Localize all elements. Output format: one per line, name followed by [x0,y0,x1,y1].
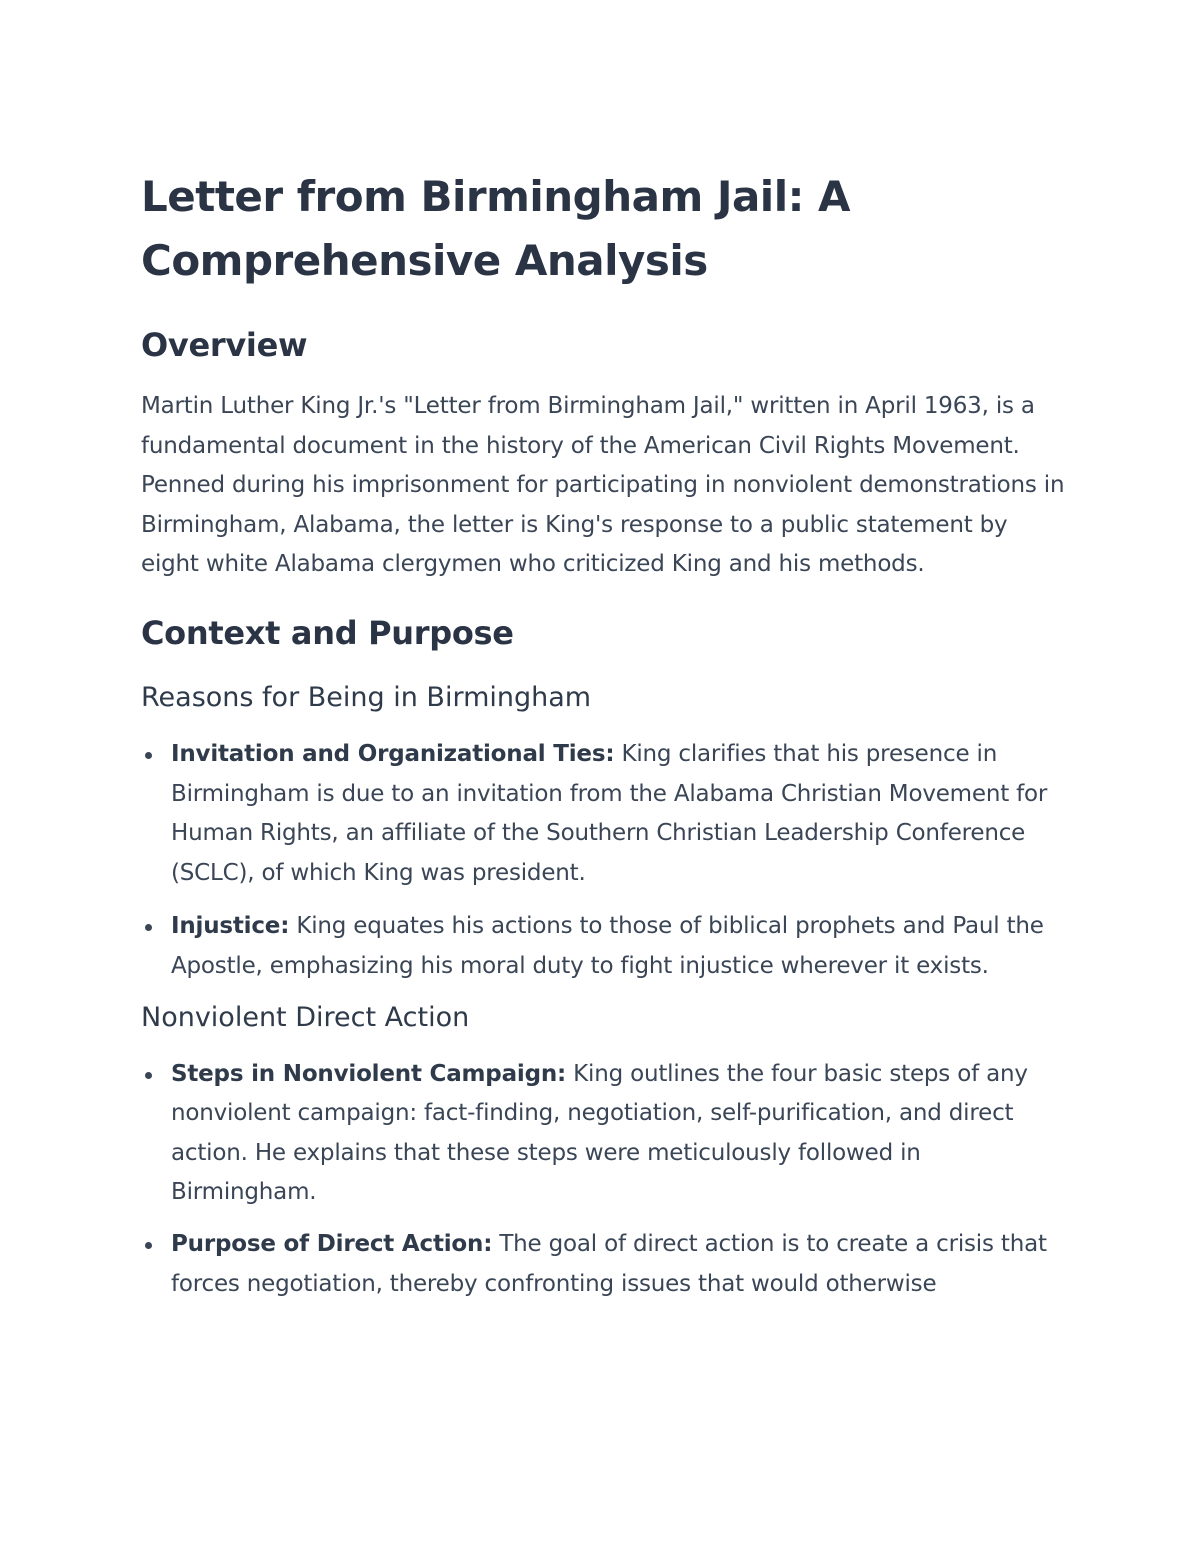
list-item-term: Steps in Nonviolent Campaign: [171,1060,567,1087]
nonviolent-list [141,1055,1071,1305]
document-title: Letter from Birmingham Jail: A Comprehensive Analysis [141,172,851,285]
list-item [141,735,1071,893]
list-item [141,907,1071,986]
list-item-text: King outlines the four basic steps of any nonviolent campaign: fact-finding, negotiation, self-purification, and direct action. He explains that these steps were meticulously followed in Birmingham. [171,1060,1028,1206]
list-item-text: King equates his actions to those of biblical prophets and Paul the Apostle, emphasizing his moral duty to fight injustice wherever it exists. [171,913,1044,979]
bullet-icon [145,1072,152,1079]
bullet-icon [145,1242,152,1249]
list-item-term: Invitation and Organizational Ties: [171,740,615,767]
overview-paragraph: Martin Luther King Jr.'s "Letter from Birmingham Jail," written in April 1963, is a fundamental document in the history of the American Civil Rights Movement. Penned during his imprisonment for participating in nonviolent demonstrations in Birmingham, Alabama, the letter is King's response to a public statement by eight white Alabama clergymen who criticized King and his methods. [141,393,1065,578]
list-item-term: Injustice: [171,913,290,940]
list-item-text: King clarifies that his presence in Birmingham is due to an invitation from the Alabama Christian Movement for Human Rights, an affiliate of the Southern Christian Leadership Conference (SCLC), of which King was president. [171,740,1048,886]
list-item-term: Purpose of Direct Action: [171,1230,493,1257]
subsection-heading-nonviolent: Nonviolent Direct Action [141,1001,470,1033]
list-item [141,1055,1071,1213]
document-page [141,165,1071,1316]
subsection-heading-reasons: Reasons for Being in Birmingham [141,681,592,713]
list-item-text: The goal of direct action is to create a crisis that forces negotiation, thereby confronting issues that would otherwise [171,1230,1047,1297]
bullet-icon [145,924,152,931]
bullet-icon [145,752,152,759]
section-heading-context: Context and Purpose [141,613,514,652]
list-item [141,1225,1071,1304]
reasons-list [141,735,1071,987]
section-heading-overview: Overview [141,326,308,364]
